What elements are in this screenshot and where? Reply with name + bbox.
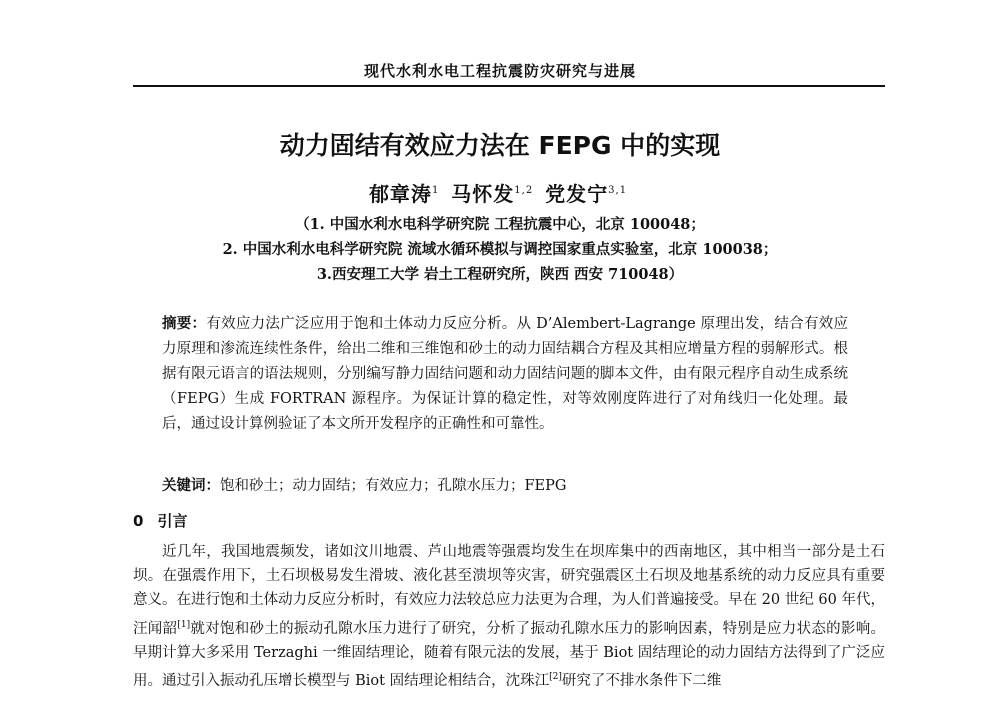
running-header: 现代水利水电工程抗震防灾研究与进展 <box>363 62 636 80</box>
abstract <box>162 312 848 437</box>
citation-ref-2[interactable]: [2] <box>549 672 562 683</box>
author-name: 党发宁 <box>545 182 609 206</box>
section-heading <box>133 510 187 531</box>
affiliation-2: 2. 中国水利水电科学研究院 流域水循环模拟与调控国家重点实验室，北京 100038； <box>222 241 778 258</box>
author-name: 郁章涛 <box>368 182 432 206</box>
body-text-segment: 就对饱和砂土的振动孔隙水压力进行了研究，分析了振动孔隙水压力的影响因素，特别是应力状态的影响。早期计算大多采用 Terzaghi 一维固结理论，随着有限元法的发展，基于 Biot 固结理论的动力固结方法得到了广泛应用。通过引入振动孔压增长模型与 Biot 固结理论相结合，沈珠江 <box>133 620 886 690</box>
author-affiliation-mark: 1,2 <box>514 185 534 196</box>
paper-title: 动力固结有效应力法在 FEPG 中的实现 <box>279 131 721 160</box>
section-number: 0 <box>133 512 144 530</box>
citation-ref-1[interactable]: [1] <box>177 619 191 630</box>
author-list <box>0 178 1000 207</box>
keywords-label: 关键词： <box>162 478 220 494</box>
abstract-label: 摘要： <box>162 316 207 332</box>
keywords <box>162 474 848 495</box>
body-text-segment: 研究了不排水条件下二维 <box>561 673 722 690</box>
author-affiliation-mark: 1 <box>431 185 440 196</box>
body-text-segment: 近几年，我国地震频发，诸如汶川地震、芦山地震等强震均发生在坝库集中的西南地区，其中相当一部分是土石坝。在强震作用下，土石坝极易发生滑坡、液化甚至溃坝等灾害，研究强震区土石坝及地基系统的动力反应具有重要意义。在进行饱和土体动力反应分析时，有效应力法较总应力法更为合理，为人们普遍接受。早在 20 世纪 60 年代，汪闻韶 <box>133 544 885 637</box>
abstract-text: 有效应力法广泛应用于饱和土体动力反应分析。从 D’Alembert-Lagrange 原理出发，结合有效应力原理和渗流连续性条件，给出二维和三维饱和砂土的动力固结耦合方程及其相应增量方程的弱解形式。根据有限元语言的语法规则，分别编写静力固结问题和动力固结问题的脚本文件，由有限元程序自动生成系统（FEPG）生成 FORTRAN 源程序。为保证计算的稳定性，对等效刚度阵进行了对角线归一化处理。最后，通过设计算例验证了本文所开发程序的正确性和可靠性。 <box>162 316 848 432</box>
author-affiliation-mark: 3,1 <box>608 185 628 196</box>
section-title: 引言 <box>157 512 188 530</box>
header-rule <box>133 85 885 87</box>
author-name: 马怀发 <box>451 182 515 206</box>
keywords-text: 饱和砂土；动力固结；有效应力；孔隙水压力；FEPG <box>220 478 567 494</box>
affiliation-3: 3.西安理工大学 岩土工程研究所，陕西 西安 710048） <box>316 266 684 283</box>
affiliation-1: （1. 中国水利水电科学研究院 工程抗震中心，北京 100048； <box>295 216 705 233</box>
body-paragraph <box>133 540 885 693</box>
